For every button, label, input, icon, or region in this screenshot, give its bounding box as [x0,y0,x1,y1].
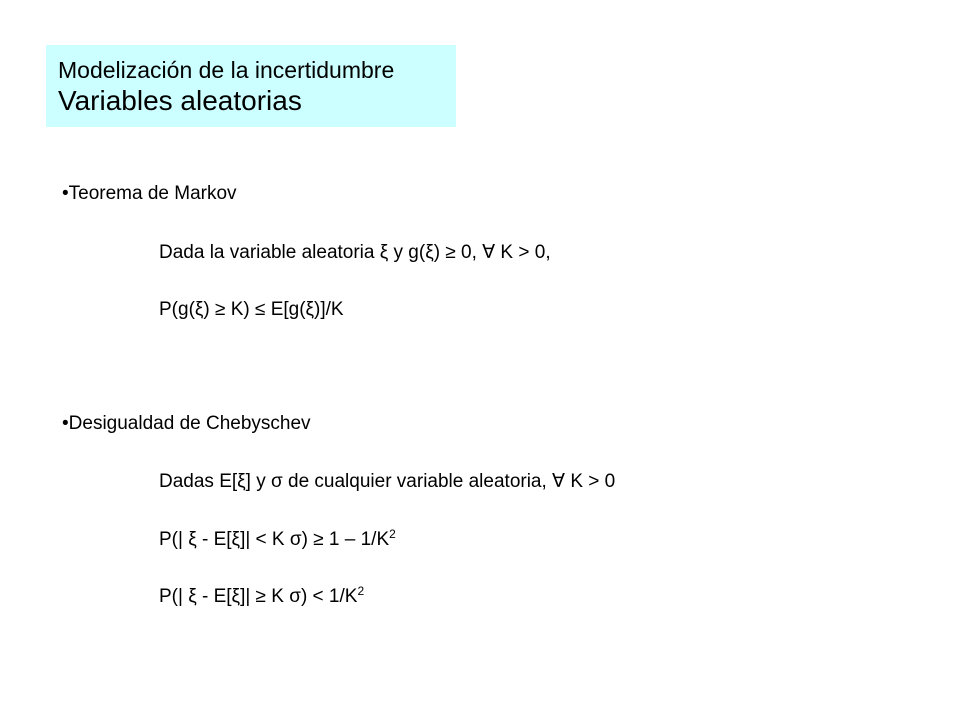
slide-subtitle: Modelización de la incertidumbre [58,57,395,83]
markov-heading: •Teorema de Markov [62,183,237,204]
markov-premise: Dada la variable aleatoria ξ y g(ξ) ≥ 0, ∀ K > 0, [159,242,551,263]
title-box [46,45,456,127]
chebyschev-inequality-1 [159,529,396,551]
chebyschev-inequality-2-text: P(| ξ - E[ξ]| ≥ K σ) < 1/K [159,586,358,607]
markov-inequality: P(g(ξ) ≥ K) ≤ E[g(ξ)]/K [159,299,344,320]
chebyschev-inequality-2 [159,586,364,608]
chebyschev-premise: Dadas E[ξ] y σ de cualquier variable aleatoria, ∀ K > 0 [159,471,616,492]
chebyschev-heading: •Desigualdad de Chebyschev [62,413,311,434]
chebyschev-inequality-1-exponent: 2 [389,527,396,541]
chebyschev-inequality-1-text: P(| ξ - E[ξ]| < K σ) ≥ 1 – 1/K [159,529,390,550]
chebyschev-inequality-2-exponent: 2 [357,584,365,598]
slide-title: Variables aleatorias [58,85,302,116]
